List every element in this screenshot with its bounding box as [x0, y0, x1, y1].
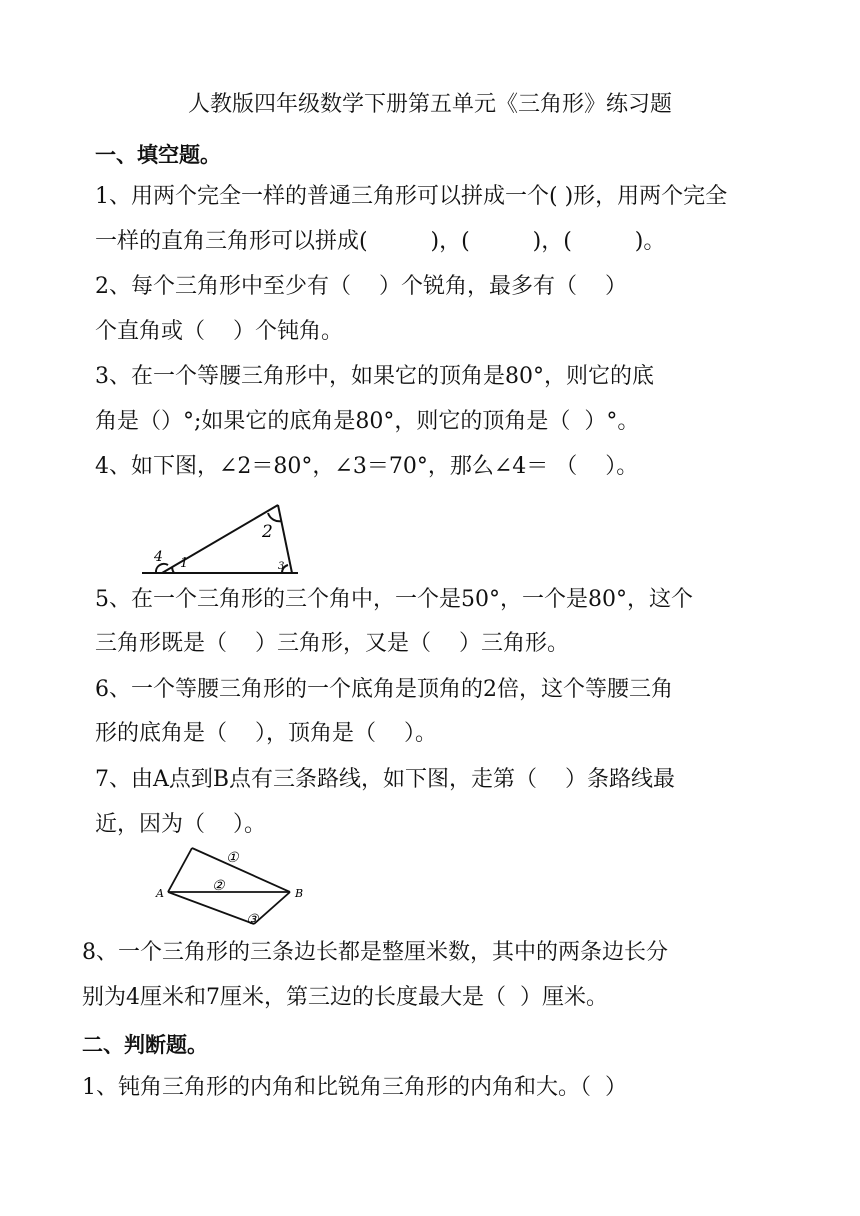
q7-line2: 近，因为（ ）。	[95, 812, 266, 837]
triangle-shape	[142, 505, 298, 573]
q3-line2: 角是（）°;如果它的底角是80°，则它的顶角是（ ）°。	[95, 409, 640, 434]
page-title: 人教版四年级数学下册第五单元《三角形》练习题	[187, 92, 672, 117]
q4-line1: 4、如下图，∠2＝80°，∠3＝70°，那么∠4＝ （ ）。	[95, 454, 639, 479]
angle-label-2: 2	[262, 522, 273, 542]
route-label-3: ③	[246, 912, 259, 928]
point-label-b: B	[295, 887, 304, 900]
q8-line2: 别为4厘米和7厘米，第三边的长度最大是（ ）厘米。	[82, 985, 608, 1010]
point-label-a: A	[156, 887, 164, 900]
q2-line2: 个直角或（ ）个钝角。	[95, 319, 343, 344]
q8-line1: 8、一个三角形的三条边长都是整厘米数，其中的两条边长分	[82, 940, 668, 965]
q5-line1: 5、在一个三角形的三个角中，一个是50°，一个是80°，这个	[95, 587, 693, 612]
angle-label-1: 1	[180, 556, 189, 571]
angle-label-4: 4	[154, 549, 163, 565]
section-fill-in-blank: 一、填空题。	[95, 143, 221, 167]
q7-line1: 7、由A点到B点有三条路线，如下图，走第（ ）条路线最	[95, 767, 676, 792]
q6-line2: 形的底角是（ ），顶角是（ ）。	[95, 721, 437, 746]
q5-line2: 三角形既是（ ）三角形，又是（ ）三角形。	[95, 631, 569, 656]
q6-line1: 6、一个等腰三角形的一个底角是顶角的2倍，这个等腰三角	[95, 677, 673, 702]
route-figure	[150, 840, 320, 930]
q3-line1: 3、在一个等腰三角形中，如果它的顶角是80°，则它的底	[95, 364, 654, 389]
route-label-1: ①	[226, 850, 239, 866]
angle-label-3: 3	[278, 561, 285, 572]
route-label-2: ②	[212, 878, 225, 894]
q1-line1: 1、用两个完全一样的普通三角形可以拼成一个( )形，用两个完全	[95, 184, 728, 209]
q2-line1: 2、每个三角形中至少有（ ）个锐角，最多有（ ）	[95, 274, 627, 299]
triangle-angle-figure	[140, 495, 300, 580]
judge-q1: 1、钝角三角形的内角和比锐角三角形的内角和大。（ ）	[82, 1075, 627, 1100]
section-true-false: 二、判断题。	[82, 1033, 208, 1057]
q1-line2: 一样的直角三角形可以拼成( )，( )，( )。	[95, 229, 666, 254]
